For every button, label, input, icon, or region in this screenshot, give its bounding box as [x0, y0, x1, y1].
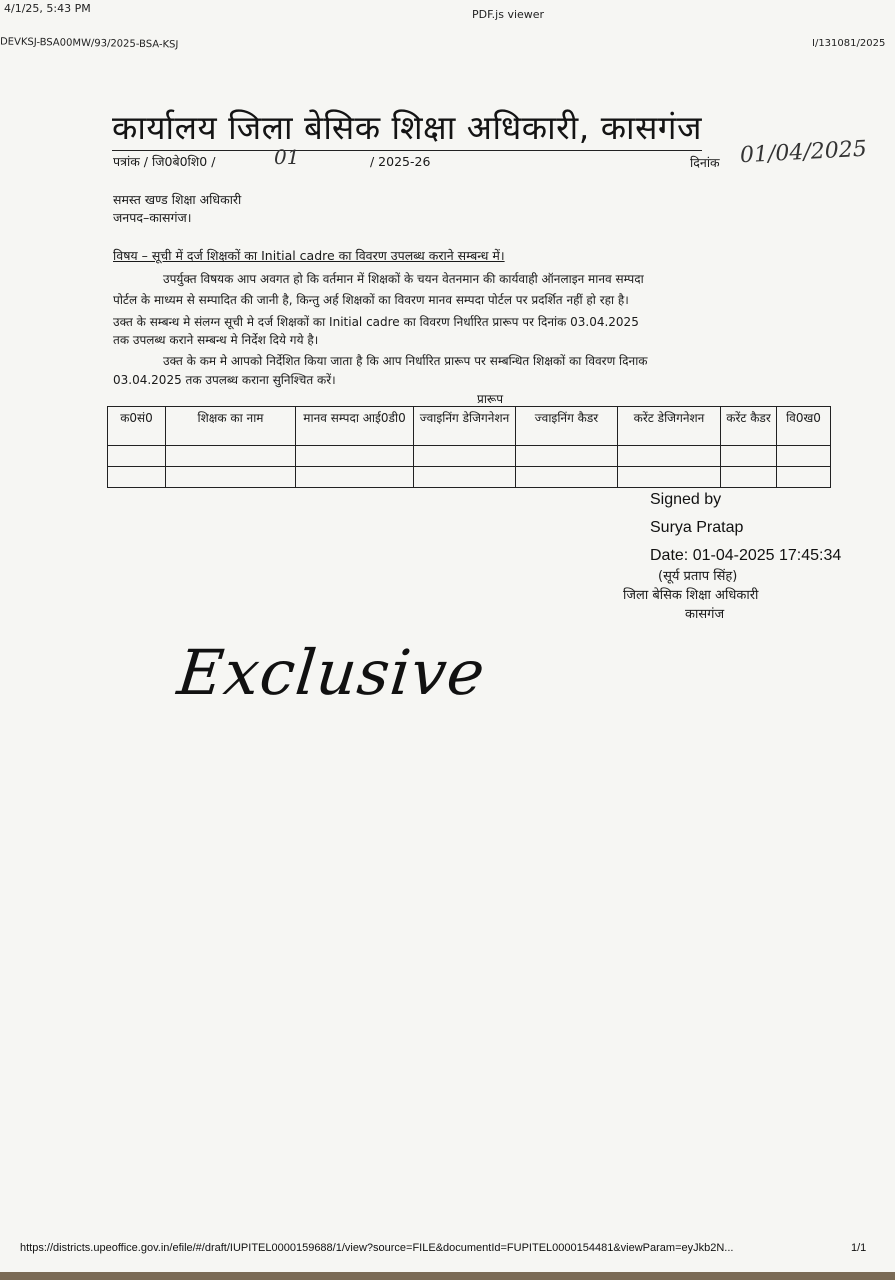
table-row: [108, 467, 831, 488]
patrank-number: 01: [274, 145, 300, 169]
signer-place: कासगंज: [685, 607, 725, 622]
table-row: [108, 446, 831, 467]
session-year: / 2025-26: [370, 154, 431, 169]
page-number: 1/1: [851, 1242, 867, 1254]
subject-line: विषय – सूची में दर्ज शिक्षकों का Initial cadre का विवरण उपलब्ध कराने सम्बन्ध में।: [113, 248, 505, 263]
file-reference-right: I/131081/2025: [812, 38, 886, 49]
para2-line2: 03.04.2025 तक उपलब्ध कराना सुनिश्चित करें।: [113, 373, 336, 387]
para1-line2: पोर्टल के माध्यम से सम्पादित की जानी है, किन्तु अर्ह शिक्षकों का विवरण मानव सम्पदा पोर्टल पर प्रदर्शित नहीं हो रहा है।: [113, 293, 629, 307]
signer-designation: जिला बेसिक शिक्षा अधिकारी: [623, 588, 759, 603]
office-heading: कार्यालय जिला बेसिक शिक्षा अधिकारी, कासगंज: [112, 104, 702, 151]
signer-hindi-name: (सूर्य प्रताप सिंह): [658, 569, 738, 584]
signed-by-label: Signed by: [650, 491, 722, 508]
file-reference-left: DEVKSJ-BSA00MW/93/2025-BSA-KSJ: [0, 36, 179, 51]
addressee-line-2: जनपद–कासगंज।: [113, 210, 192, 225]
photo-edge: [0, 1272, 895, 1280]
patrank-label: पत्रांक / जि0बे0शि0 /: [113, 154, 216, 169]
print-timestamp: 4/1/25, 5:43 PM: [4, 2, 91, 15]
exclusive-watermark: Exclusive: [174, 636, 489, 709]
signature-date: Date: 01-04-2025 17:45:34: [650, 547, 842, 564]
para1-line1: उपर्युक्त विषयक आप अवगत हो कि वर्तमान में शिक्षकों के चयन वेतनमान की कार्यवाही ऑनलाइन मानव सम्पदा: [163, 272, 644, 286]
addressee-line-1: समस्त खण्ड शिक्षा अधिकारी: [113, 192, 242, 207]
table-caption: प्रारूप: [477, 392, 504, 406]
prarup-table: [107, 406, 831, 488]
signer-name: Surya Pratap: [650, 519, 744, 536]
prarup-table-wrap: [107, 406, 831, 488]
col-header-current-cadre: करेंट कैडर: [721, 407, 777, 446]
col-header-joining-designation: ज्वाइनिंग डेजिगनेशन: [414, 407, 516, 446]
date-label: दिनांक: [690, 155, 720, 170]
col-header-manav-sampada-id: मानव सम्पदा आई0डी0: [296, 407, 414, 446]
col-header-serial: क0सं0: [108, 407, 166, 446]
col-header-joining-cadre: ज्वाइनिंग कैडर: [516, 407, 618, 446]
viewer-title: PDF.js viewer: [472, 8, 545, 21]
para1-line4: तक उपलब्ध कराने सम्बन्ध मे निर्देश दिये गये है।: [113, 333, 319, 347]
para1-line3: उक्त के सम्बन्ध मे संलग्न सूची मे दर्ज शिक्षकों का Initial cadre का विवरण निर्धारित प्रारूप पर दिनांक 03.04.2025: [113, 315, 639, 329]
para2-line1: उक्त के कम मे आपको निर्देशित किया जाता है कि आप निर्धारित प्रारूप पर सम्बन्धित शिक्षकों का विवरण दिनाक: [163, 354, 648, 368]
date-value: 01/04/2025: [739, 136, 868, 169]
col-header-current-designation: करेंट डेजिगनेशन: [618, 407, 721, 446]
footer-url: https://districts.upeoffice.gov.in/efile/#/draft/IUPITEL0000159688/1/view?source=FILE&documentId=FUPITEL0000154481&viewParam=eyJkb2N...: [20, 1242, 734, 1254]
table-header-row: [108, 407, 831, 446]
col-header-teacher-name: शिक्षक का नाम: [166, 407, 296, 446]
col-header-block: वि0ख0: [777, 407, 831, 446]
